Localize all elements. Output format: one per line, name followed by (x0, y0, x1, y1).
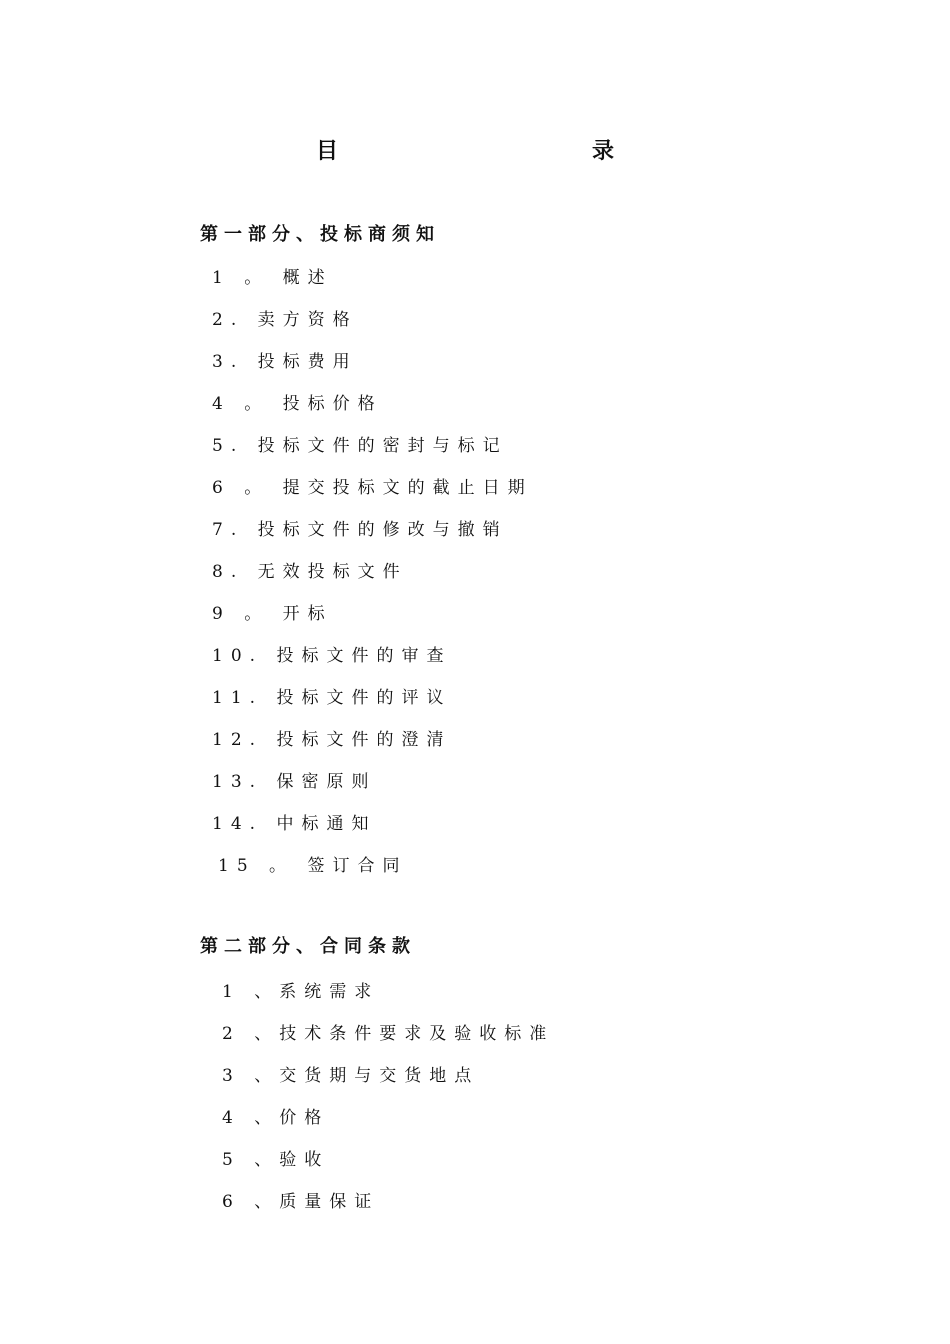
toc-title-left: 目 (316, 138, 339, 164)
toc-item: 8. 无效投标文件 (212, 562, 408, 582)
section-heading-1: 第一部分、投标商须知 (200, 224, 440, 245)
toc-title-right: 录 (592, 138, 615, 164)
toc-item: 2. 卖方资格 (212, 310, 358, 330)
toc-item: 4 、价格 (222, 1108, 330, 1128)
toc-item: 1 。 概述 (212, 268, 333, 288)
toc-item: 3 、交货期与交货地点 (222, 1066, 480, 1086)
toc-item: 4 。 投标价格 (212, 394, 383, 414)
toc-item: 9 。 开标 (212, 604, 333, 624)
toc-item: 6 。 提交投标文的截止日期 (212, 478, 533, 498)
toc-item: 10. 投标文件的审查 (212, 646, 452, 666)
toc-item: 6 、质量保证 (222, 1192, 380, 1212)
toc-item: 13. 保密原则 (212, 772, 377, 792)
toc-item: 7. 投标文件的修改与撤销 (212, 520, 508, 540)
section-heading-2: 第二部分、合同条款 (200, 936, 416, 957)
toc-item: 3. 投标费用 (212, 352, 358, 372)
toc-item: 2 、技术条件要求及验收标准 (222, 1024, 555, 1044)
toc-item: 15 。 签订合同 (218, 856, 408, 876)
toc-item: 5. 投标文件的密封与标记 (212, 436, 508, 456)
toc-item: 11. 投标文件的评议 (212, 688, 452, 708)
toc-item: 5 、验收 (222, 1150, 330, 1170)
toc-item: 14. 中标通知 (212, 814, 377, 834)
toc-item: 12. 投标文件的澄清 (212, 730, 452, 750)
toc-item: 1 、系统需求 (222, 982, 380, 1002)
